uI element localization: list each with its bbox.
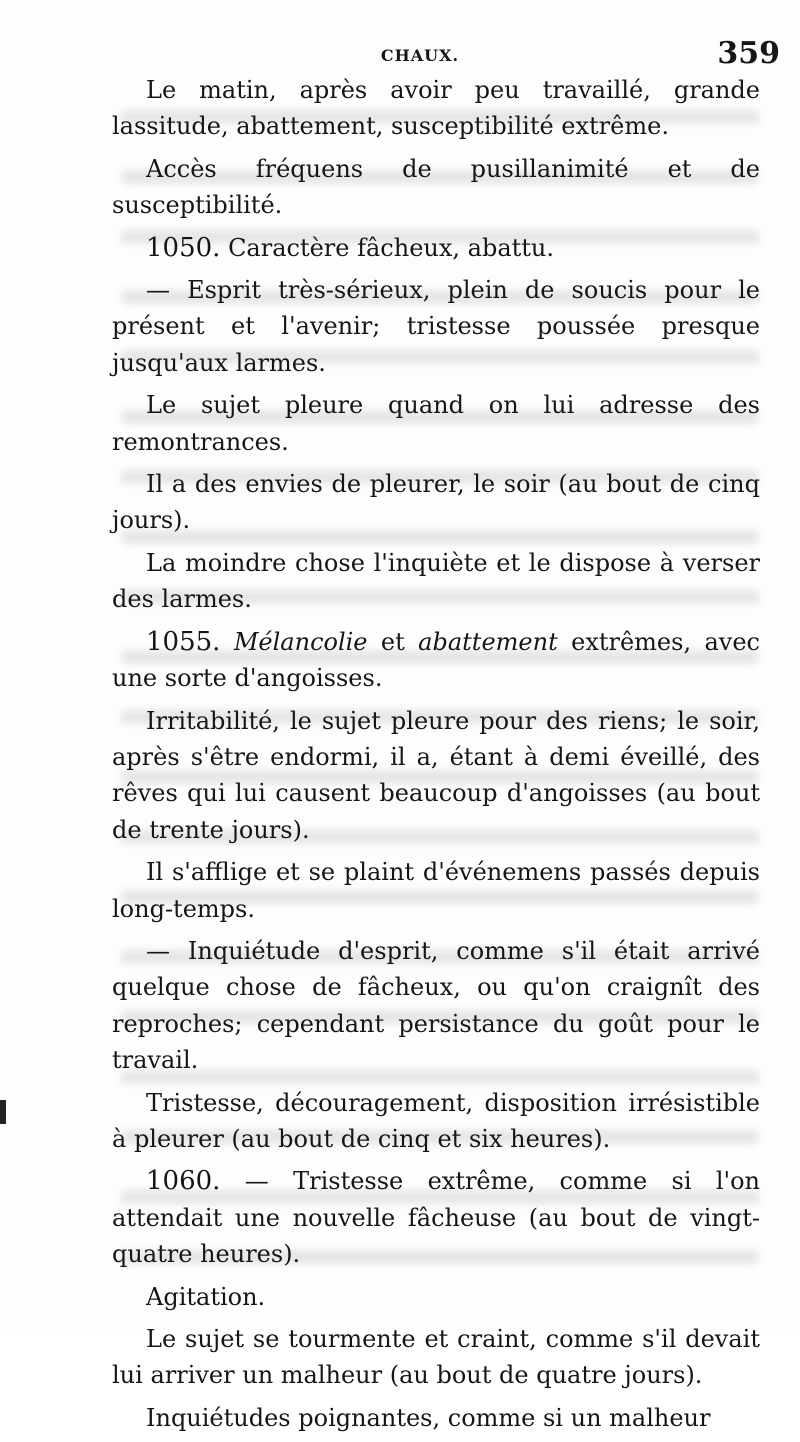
paragraph	[112, 272, 760, 381]
paragraph	[112, 933, 760, 1079]
paragraph	[112, 545, 760, 618]
entry-number: 1050.	[146, 232, 221, 263]
paragraph-text: La moindre chose l'inquiète et le dispose à verser des larmes.	[112, 548, 760, 614]
entry-number: 1060.	[146, 1166, 221, 1197]
paragraph-text: — Inquiétude d'esprit, comme s'il était arrivé quelque chose de fâcheux, ou qu'on craignît des reproches; cependant persistance du goût pour le travail.	[112, 936, 760, 1075]
paragraph-text: Inquiétudes poignantes, comme si un malheur	[146, 1403, 711, 1432]
paragraph	[112, 854, 760, 927]
paragraph-text: Il s'afflige et se plaint d'événemens passés depuis long-temps.	[112, 858, 760, 923]
paragraph	[112, 624, 760, 697]
paragraph	[112, 1085, 760, 1158]
emphasis-text: Mélancolie	[233, 627, 368, 656]
paragraph-text: — Esprit très-sérieux, plein de soucis pour le présent et l'avenir; tristesse poussée presque jusqu'aux larmes.	[112, 276, 760, 377]
paragraph	[112, 1163, 760, 1272]
paragraph	[112, 1321, 760, 1394]
emphasis-text: abattement	[418, 627, 558, 656]
paragraph	[112, 1400, 760, 1436]
paragraph-text: extrêmes, avec une sorte d'angoisses.	[112, 627, 760, 693]
paragraph	[112, 703, 760, 849]
paragraph-text: Agitation.	[146, 1282, 266, 1311]
page-edge-mark	[0, 1100, 6, 1124]
paragraph	[112, 72, 760, 145]
paragraph-text: — Tristesse extrême, comme si l'on attendait une nouvelle fâcheuse (au bout de vingt-quatre heures).	[112, 1167, 760, 1269]
paragraph	[112, 230, 760, 266]
paragraph	[112, 387, 760, 460]
entry-number: 1055.	[146, 626, 221, 657]
paragraph-text: Accès fréquens de pusillanimité et de susceptibilité.	[112, 154, 760, 220]
page-header	[0, 28, 800, 71]
paragraph	[112, 1279, 760, 1315]
paragraph	[112, 151, 760, 224]
paragraph-text: Tristesse, découragement, disposition irrésistible à pleurer (au bout de cinq et six heures).	[112, 1088, 760, 1153]
page-number: 359	[717, 36, 780, 71]
paragraph-text: Le sujet pleure quand on lui adresse des remontrances.	[112, 391, 760, 456]
running-head: CHAUX.	[380, 46, 460, 65]
paragraph-text: et	[367, 627, 419, 656]
paragraph-text: Le sujet se tourmente et craint, comme s'il devait lui arriver un malheur (au bout de quatre jours).	[112, 1325, 760, 1390]
paragraph-text: Il a des envies de pleurer, le soir (au bout de cinq jours).	[112, 470, 760, 535]
paragraph-text: Le matin, après avoir peu travaillé, grande lassitude, abattement, susceptibilité extrême.	[112, 76, 760, 141]
paragraph	[112, 466, 760, 539]
paragraph-text: Caractère fâcheux, abattu.	[220, 233, 555, 262]
body-text	[112, 72, 760, 1442]
paragraph-text: Irritabilité, le sujet pleure pour des riens; le soir, après s'être endormi, il a, étant à demi éveillé, des rêves qui lui causent beaucoup d'angoisses (au bout de trente jours).	[112, 706, 760, 844]
